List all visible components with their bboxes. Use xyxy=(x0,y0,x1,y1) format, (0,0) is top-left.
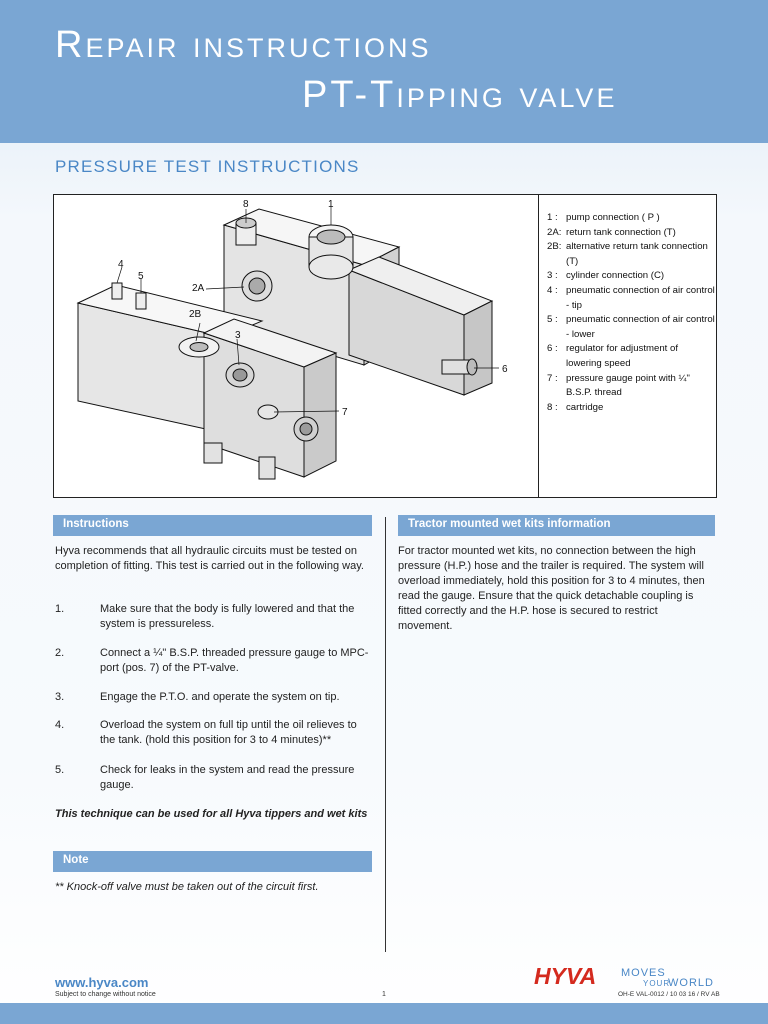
callout-label: 6 xyxy=(502,364,508,375)
column-divider xyxy=(385,517,386,952)
slogan-moves: MOVES xyxy=(621,967,666,979)
legend-text: pneumatic connection of air control - tip xyxy=(566,284,715,311)
step-number: 4. xyxy=(55,719,65,731)
valve-drawing xyxy=(54,195,538,497)
callout-label: 1 xyxy=(328,199,334,210)
step-number: 5. xyxy=(55,764,65,776)
legend-text: pneumatic connection of air control - lower xyxy=(566,314,715,340)
legend-key: 2B: xyxy=(547,241,562,253)
step-text: Engage the P.T.O. and operate the system on tip. xyxy=(100,691,340,703)
page-number: 1 xyxy=(382,991,386,998)
legend-item xyxy=(547,342,715,371)
legend-text: pump connection ( P ) xyxy=(566,212,660,223)
legend-text: return tank connection (T) xyxy=(566,226,676,238)
document-reference: OH-E VAL-0012 / 10 03 16 / RV AB xyxy=(618,991,720,998)
legend-key: 7 : xyxy=(547,372,558,384)
legend-text: pressure gauge point with ¼" B.S.P. thread xyxy=(566,372,690,399)
step-item xyxy=(55,646,375,678)
note-heading: Note xyxy=(53,851,372,872)
callout-label: 5 xyxy=(138,271,144,282)
legend-item xyxy=(547,313,715,342)
callout-label: 3 xyxy=(235,330,241,341)
callout-label: 8 xyxy=(243,199,249,210)
callout-label: 2A xyxy=(192,283,205,294)
legend-item xyxy=(547,211,715,226)
legend xyxy=(547,211,715,415)
step-text: Connect a ¼" B.S.P. threaded pressure gauge to MPC-port (pos. 7) of the PT-valve. xyxy=(100,647,369,674)
figure-divider xyxy=(538,195,539,497)
instructions-intro: Hyva recommends that all hydraulic circuits must be tested on completion of fitting. This test is carried out in the following way. xyxy=(55,545,364,572)
legend-key: 2A: xyxy=(547,226,562,238)
legend-item xyxy=(547,226,715,241)
legend-text: alternative return tank connection (T) xyxy=(566,241,708,267)
step-text: Overload the system on full tip until the oil relieves to the tank. (hold this position for 3 to 4 minutes)** xyxy=(100,719,357,746)
valve-figure xyxy=(53,194,717,498)
legend-item xyxy=(547,269,715,284)
instructions-heading: Instructions xyxy=(53,515,372,536)
legend-key: 5 : xyxy=(547,314,558,326)
legend-item xyxy=(547,401,715,416)
title-line-2: PT-Tipping valve xyxy=(302,74,618,116)
step-item xyxy=(55,718,375,750)
step-number: 1. xyxy=(55,603,65,615)
hyva-logo xyxy=(534,963,620,989)
section-title: PRESSURE TEST INSTRUCTIONS xyxy=(55,157,360,176)
legend-key: 1 : xyxy=(547,212,558,223)
step-item xyxy=(55,690,375,706)
step-number: 2. xyxy=(55,647,65,659)
note-text: ** Knock-off valve must be taken out of the circuit first. xyxy=(55,881,319,893)
slogan-world: WORLD xyxy=(668,977,714,989)
step-text: Check for leaks in the system and read the pressure gauge. xyxy=(100,764,355,791)
legend-key: 3 : xyxy=(547,270,558,282)
legend-item xyxy=(547,240,715,269)
legend-text: regulator for adjustment of lowering speed xyxy=(566,343,678,369)
website-link[interactable]: www.hyva.com xyxy=(55,975,149,990)
header-band xyxy=(0,0,768,143)
legend-key: 8 : xyxy=(547,401,558,413)
legend-item xyxy=(547,284,715,313)
step-item xyxy=(55,602,375,634)
legend-item xyxy=(547,372,715,401)
legend-text: cartridge xyxy=(566,401,604,413)
tractor-text: For tractor mounted wet kits, no connection between the high pressure (H.P.) hose and the trailer is required. The system will overload immediately, hold this position for 3 to 4 minutes, then read the gauge. Ensure that the quick detachable coupling is fitted correctly and the H.P. hose is secured to restrict movement. xyxy=(398,545,705,632)
callout-label: 4 xyxy=(118,259,124,270)
slogan-your: YOUR xyxy=(643,979,671,988)
tractor-heading: Tractor mounted wet kits information xyxy=(398,515,715,536)
legend-key: 4 : xyxy=(547,284,558,296)
legend-key: 6 : xyxy=(547,343,558,355)
logo-wordmark: HYVA xyxy=(534,963,597,989)
callout-label: 7 xyxy=(342,407,348,418)
disclaimer: Subject to change without notice xyxy=(55,991,156,998)
callout-label: 2B xyxy=(189,309,202,320)
title-line-1: Repair instructions xyxy=(55,24,432,66)
bottom-band xyxy=(0,1003,768,1024)
emphasis-note: This technique can be used for all Hyva tippers and wet kits xyxy=(55,808,368,820)
legend-text: cylinder connection (C) xyxy=(566,270,665,282)
step-text: Make sure that the body is fully lowered and that the system is pressureless. xyxy=(100,603,355,630)
step-item xyxy=(55,763,375,795)
step-number: 3. xyxy=(55,691,65,703)
